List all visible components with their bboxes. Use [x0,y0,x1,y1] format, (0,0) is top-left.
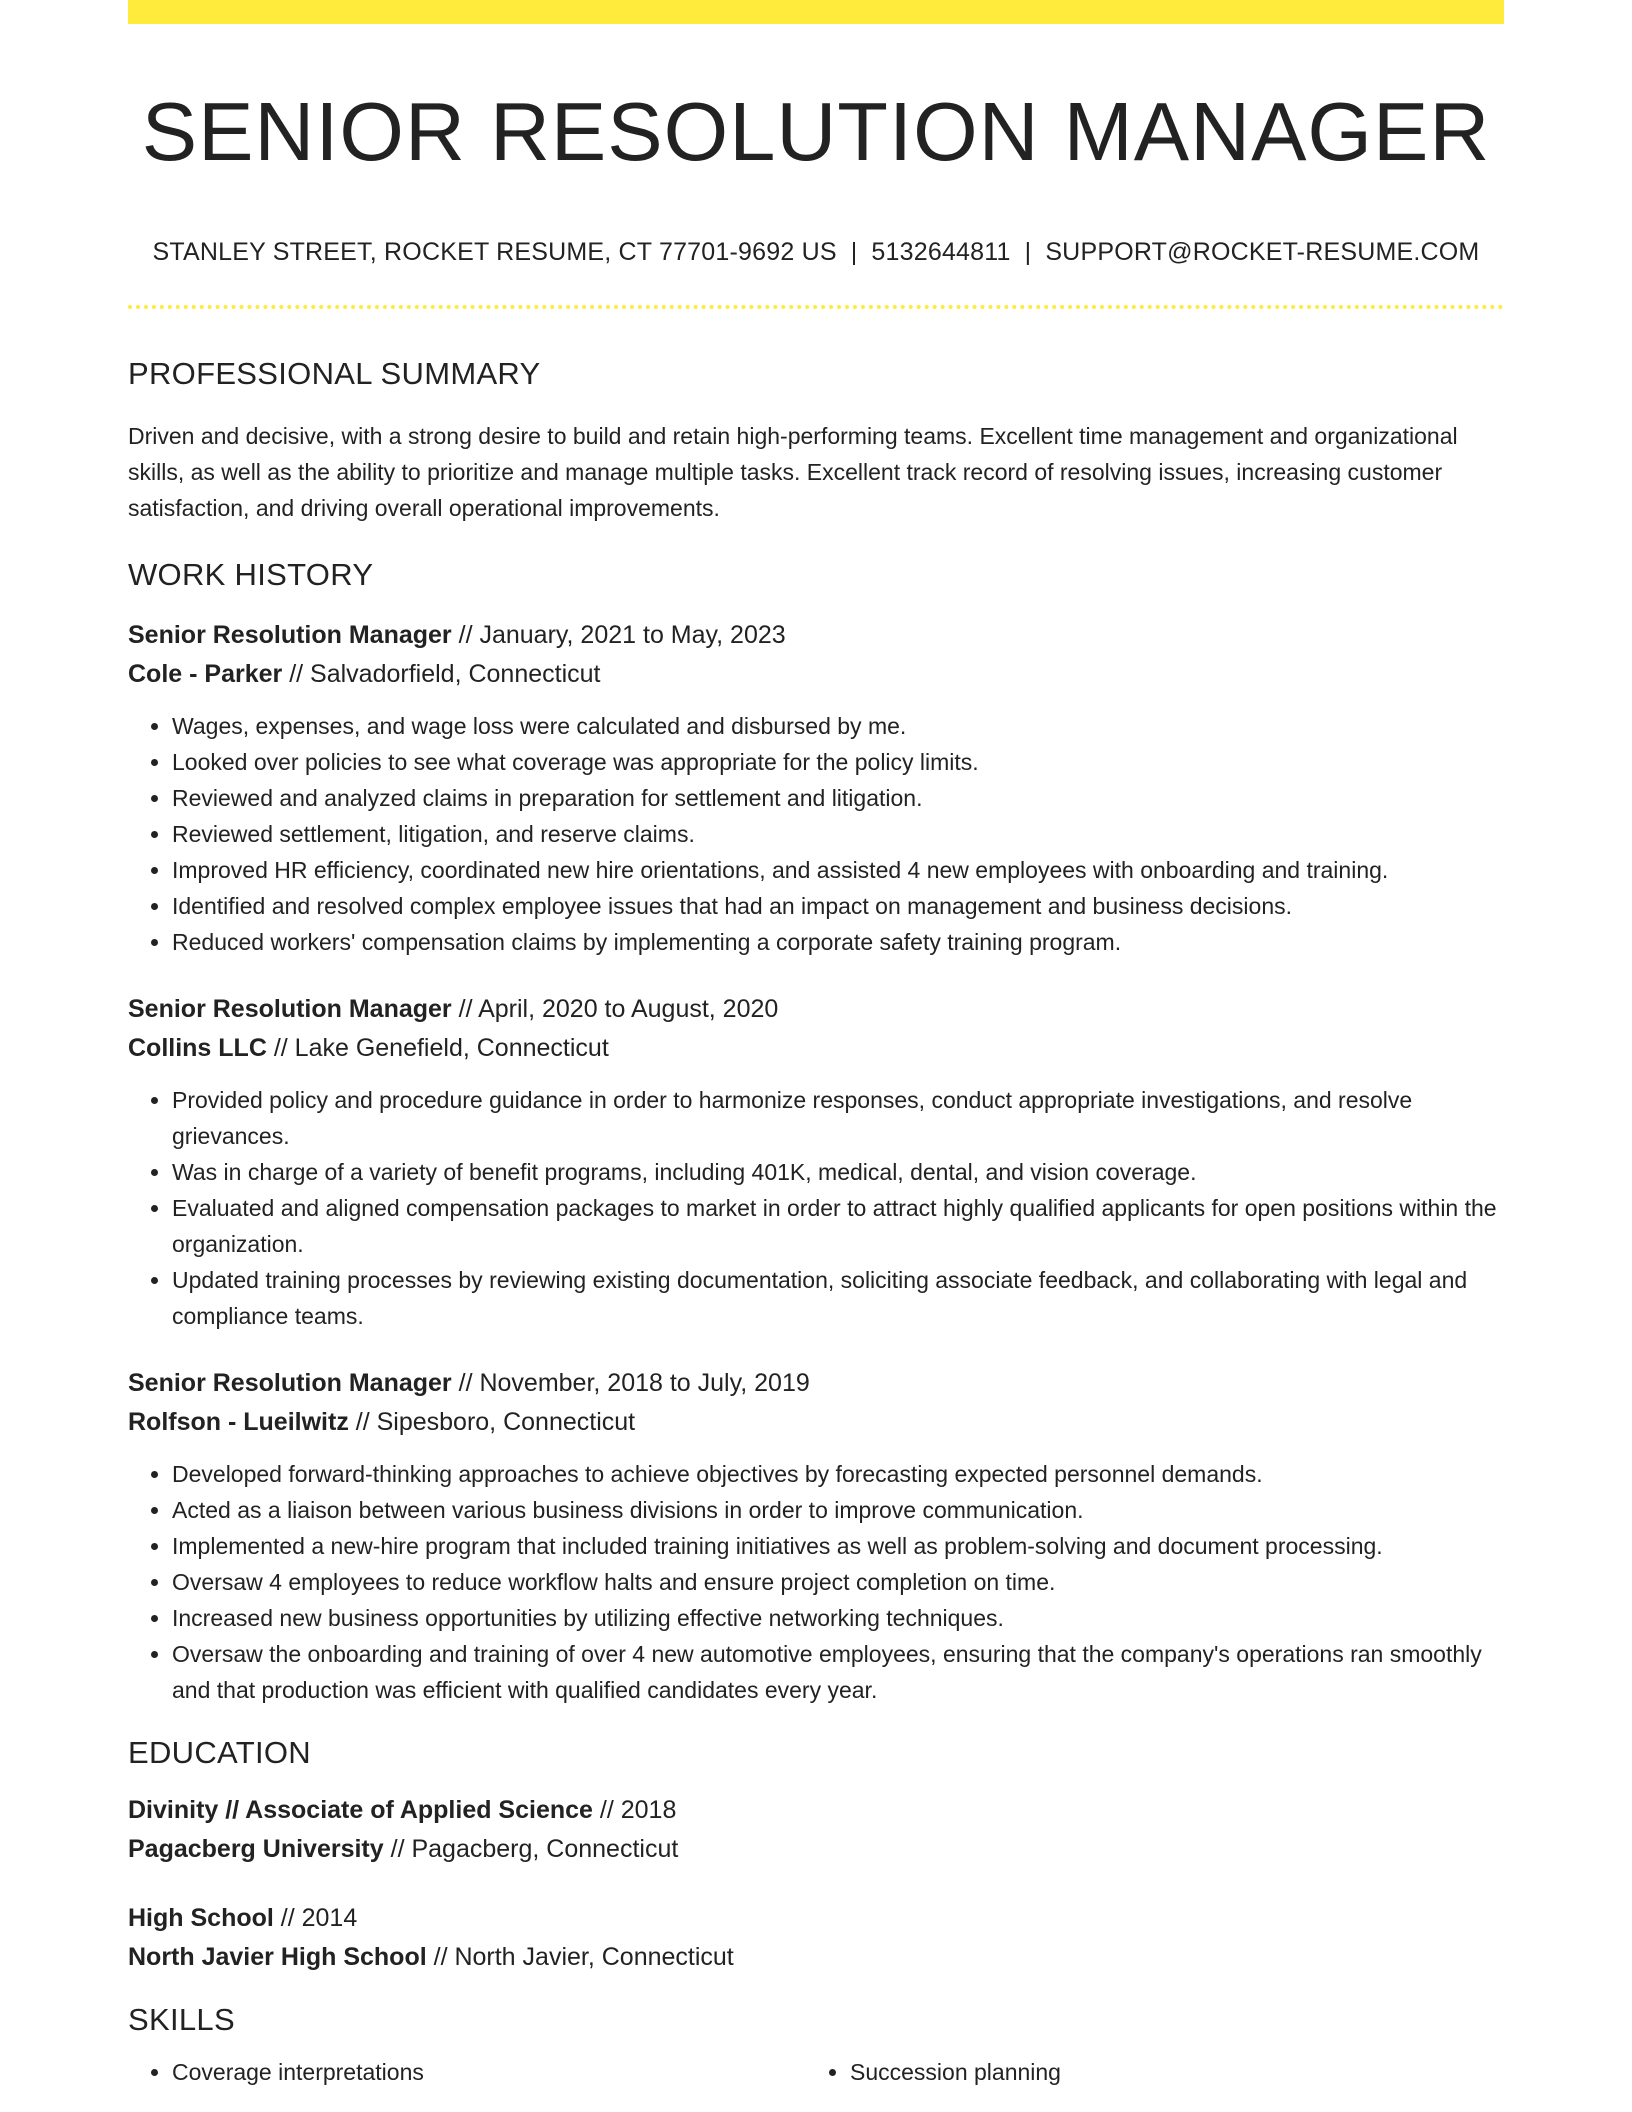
job-role: Senior Resolution Manager [128,994,452,1023]
summary-heading: PROFESSIONAL SUMMARY [128,356,541,392]
education-school: Pagacberg University [128,1834,384,1863]
job-company: Cole - Parker [128,659,283,688]
resume-page [128,0,1504,2112]
skills-column-right [806,2054,1061,2090]
job-location: // Salvadorfield, Connecticut [282,659,601,688]
job-bullets [128,708,1504,960]
job-location: // Sipesboro, Connecticut [348,1407,636,1436]
job-bullets [128,1456,1504,1708]
education-degree-line [128,1899,1504,1938]
job-dates: // January, 2021 to May, 2023 [451,620,786,649]
skills-heading: SKILLS [128,2001,235,2037]
resume-title: SENIOR RESOLUTION MANAGER [141,85,1491,178]
job-bullet: • Acted as a liaison between various business divisions in order to improve communication. [172,1492,1504,1528]
job-role: Senior Resolution Manager [128,1368,452,1397]
contact-address: STANLEY STREET, ROCKET RESUME, CT 77701-9692 US [152,238,837,267]
skills-column-left [128,2054,424,2090]
education-heading: EDUCATION [128,1734,311,1770]
job-bullet: • Updated training processes by reviewing existing documentation, soliciting associate feedback, and collaborating with legal and compliance teams. [172,1262,1504,1334]
job-bullet: • Oversaw 4 employees to reduce workflow halts and ensure project completion on time. [172,1564,1504,1600]
education-school: North Javier High School [128,1942,427,1971]
job-bullet: • Evaluated and aligned compensation packages to market in order to attract highly qualified applicants for open positions within the organization. [172,1190,1504,1262]
job-entry [128,616,1504,960]
skills-list [128,2054,1504,2112]
job-bullet: • Reduced workers' compensation claims by implementing a corporate safety training program. [172,924,1504,960]
job-dates: // November, 2018 to July, 2019 [451,1368,810,1397]
job-bullet: • Implemented a new-hire program that included training initiatives as well as problem-solving and document processing. [172,1528,1504,1564]
job-title-line [128,616,1504,655]
job-bullet: • Reviewed and analyzed claims in preparation for settlement and litigation. [172,780,1504,816]
education-location: // North Javier, Connecticut [426,1942,734,1971]
contact-phone: 5132644811 [871,238,1011,267]
job-entry [128,1364,1504,1708]
job-bullet: • Was in charge of a variety of benefit programs, including 401K, medical, dental, and vision coverage. [172,1154,1504,1190]
job-title-line [128,1364,1504,1403]
education-degree: Divinity // Associate of Applied Science [128,1795,593,1824]
job-dates: // April, 2020 to August, 2020 [451,994,779,1023]
job-bullet: • Improved HR efficiency, coordinated new hire orientations, and assisted 4 new employees with onboarding and training. [172,852,1504,888]
job-entry [128,990,1504,1334]
education-year: // 2018 [592,1795,677,1824]
skill-item: • Succession planning [850,2054,1061,2090]
header-divider [128,305,1504,309]
education-entry [128,1899,1504,1977]
top-accent-bar [128,0,1504,24]
job-bullet: • Wages, expenses, and wage loss were calculated and disbursed by me. [172,708,1504,744]
summary-text: Driven and decisive, with a strong desire to build and retain high-performing teams. Excellent time management and organizational skills, as well as the ability to prioritize and manage multiple tasks. Excellent track record of resolving issues, increasing customer satisfaction, and driving overall operational improvements. [128,423,1458,522]
education-degree: High School [128,1903,274,1932]
education-school-line [128,1830,1504,1869]
job-company: Rolfson - Lueilwitz [128,1407,349,1436]
job-bullet: • Developed forward-thinking approaches to achieve objectives by forecasting expected personnel demands. [172,1456,1504,1492]
contact-separator: | [850,238,858,267]
education-school-line [128,1938,1504,1977]
job-bullet: • Oversaw the onboarding and training of over 4 new automotive employees, ensuring that the company's operations ran smoothly and that production was efficient with qualified candidates every year. [172,1636,1504,1708]
education-entry [128,1791,1504,1869]
contact-separator: | [1024,238,1032,267]
job-bullet: • Increased new business opportunities by utilizing effective networking techniques. [172,1600,1504,1636]
job-bullet: • Identified and resolved complex employee issues that had an impact on management and business decisions. [172,888,1504,924]
contact-line [128,237,1504,267]
job-company-line [128,1403,1504,1442]
contact-email: SUPPORT@ROCKET-RESUME.COM [1045,238,1480,267]
job-location: // Lake Genefield, Connecticut [266,1033,609,1062]
education-year: // 2014 [273,1903,358,1932]
job-company-line [128,655,1504,694]
job-bullet: • Reviewed settlement, litigation, and reserve claims. [172,816,1504,852]
job-bullet: • Looked over policies to see what coverage was appropriate for the policy limits. [172,744,1504,780]
job-bullet: • Provided policy and procedure guidance in order to harmonize responses, conduct appropriate investigations, and resolve grievances. [172,1082,1504,1154]
skill-item: • Coverage interpretations [172,2054,424,2090]
education-degree-line [128,1791,1504,1830]
job-title-line [128,990,1504,1029]
job-bullets [128,1082,1504,1334]
education-location: // Pagacberg, Connecticut [383,1834,679,1863]
job-company: Collins LLC [128,1033,267,1062]
job-company-line [128,1029,1504,1068]
work-history-heading: WORK HISTORY [128,557,374,593]
job-role: Senior Resolution Manager [128,620,452,649]
